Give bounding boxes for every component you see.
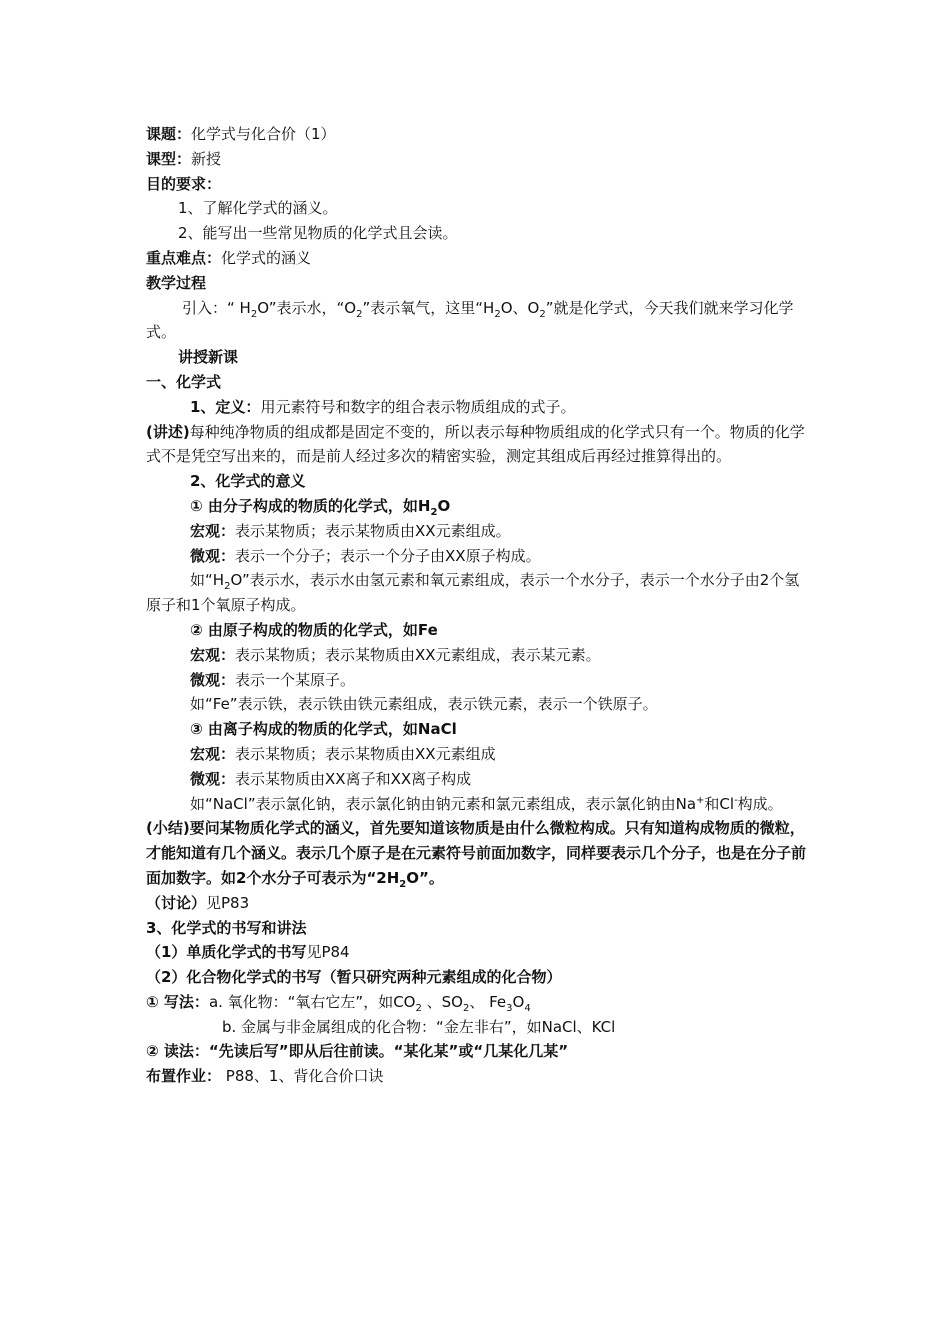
case-1-macro: 宏观：表示某物质；表示某物质由XX元素组成。: [190, 521, 511, 540]
goals-heading: 目的要求：: [146, 174, 222, 193]
case-2-micro: 微观：表示一个某原子。: [190, 670, 356, 689]
case-1-title: ① 由分子构成的物质的化学式，如$H_2O$: [190, 496, 451, 518]
homework-line: 布置作业： P88、1、背化合价口诀: [146, 1067, 384, 1086]
process-heading: 教学过程: [146, 273, 207, 292]
case-3-example: 如“NaCl”表示氯化钠，表示氯化钠由钠元素和氯元素组成，表示氯化钠由Na+和Cl-构成。: [190, 794, 783, 813]
summary-paragraph: (小结)要问某物质化学式的涵义，首先要知道该物质是由什么微粒构成。只有知道构成物质的微粒，才能知道有几个涵义。表示几个原子是在元素符号前面加数字，同样要表示几个分子，也是在分子前面加数字。如2个水分子可表示为“$2H_2O$”。: [146, 819, 807, 890]
definition-line: 1、定义：用元素符号和数字的组合表示物质组成的式子。: [190, 397, 576, 416]
case-3-title: ③ 由离子构成的物质的化学式，如NaCl: [190, 720, 457, 739]
discussion-line: （讨论）见P83: [146, 893, 250, 912]
section-1-title: 一、化学式: [146, 372, 222, 391]
meaning-heading: 2、化学式的意义: [190, 472, 306, 491]
goal-item: 2、能写出一些常见物质的化学式且会读。: [178, 224, 458, 243]
case-1-example: 如“$H_2O$”表示水，表示水由氢元素和氧元素组成，表示一个水分子，表示一个水分子由2个氢原子和1个氧原子构成。: [146, 571, 800, 615]
type-line: 课型：新授: [146, 149, 222, 168]
case-3-micro: 微观：表示某物质由XX离子和XX离子构成: [190, 769, 472, 788]
document-page: [146, 122, 810, 1089]
case-2-macro: 宏观：表示某物质；表示某物质由XX元素组成，表示某元素。: [190, 645, 601, 664]
writing-method-line: ① 写法：a. 氧化物：“氧右它左”，如$CO_2$ 、$SO_2$、 $Fe_3O_4$: [146, 992, 531, 1014]
lecture-paragraph: (讲述)每种纯净物质的组成都是固定不变的，所以表示每种物质组成的化学式只有一个。物质的化学式不是凭空写出来的，而是前人经过多次的精密实验，测定其组成后再经过推算得出的。: [146, 422, 805, 466]
case-2-example: 如“Fe”表示铁，表示铁由铁元素组成，表示铁元素，表示一个铁原子。: [190, 695, 658, 714]
intro-paragraph: 引入：“ $H_2O$”表示水，“$O_2$”表示氧气，这里“$H_2O$、$O_2$”就是化学式，今天我们就来学习化学式。: [146, 298, 794, 342]
goal-item: 1、了解化学式的涵义。: [178, 199, 338, 218]
case-3-macro: 宏观：表示某物质；表示某物质由XX元素组成: [190, 744, 496, 763]
topic-line: 课题：化学式与化合价（1）: [146, 125, 336, 143]
reading-method-line: ② 读法：“先读后写”即从后往前读。“某化某”或“几某化几某”: [146, 1042, 569, 1061]
new-lesson-heading: 讲授新课: [178, 348, 239, 367]
key-line: 重点难点：化学式的涵义: [146, 248, 312, 267]
case-1-micro: 微观：表示一个分子；表示一个分子由XX原子构成。: [190, 546, 541, 565]
case-2-title: ② 由原子构成的物质的化学式，如Fe: [190, 620, 438, 639]
element-formula-line: （1）单质化学式的书写见P84: [146, 943, 350, 962]
compound-formula-line: （2）化合物化学式的书写（暂只研究两种元素组成的化合物）: [146, 968, 562, 987]
section-3-title: 3、化学式的书写和讲法: [146, 918, 307, 937]
writing-method-b: b. 金属与非金属组成的化合物：“金左非右”，如NaCl、KCl: [222, 1017, 616, 1036]
